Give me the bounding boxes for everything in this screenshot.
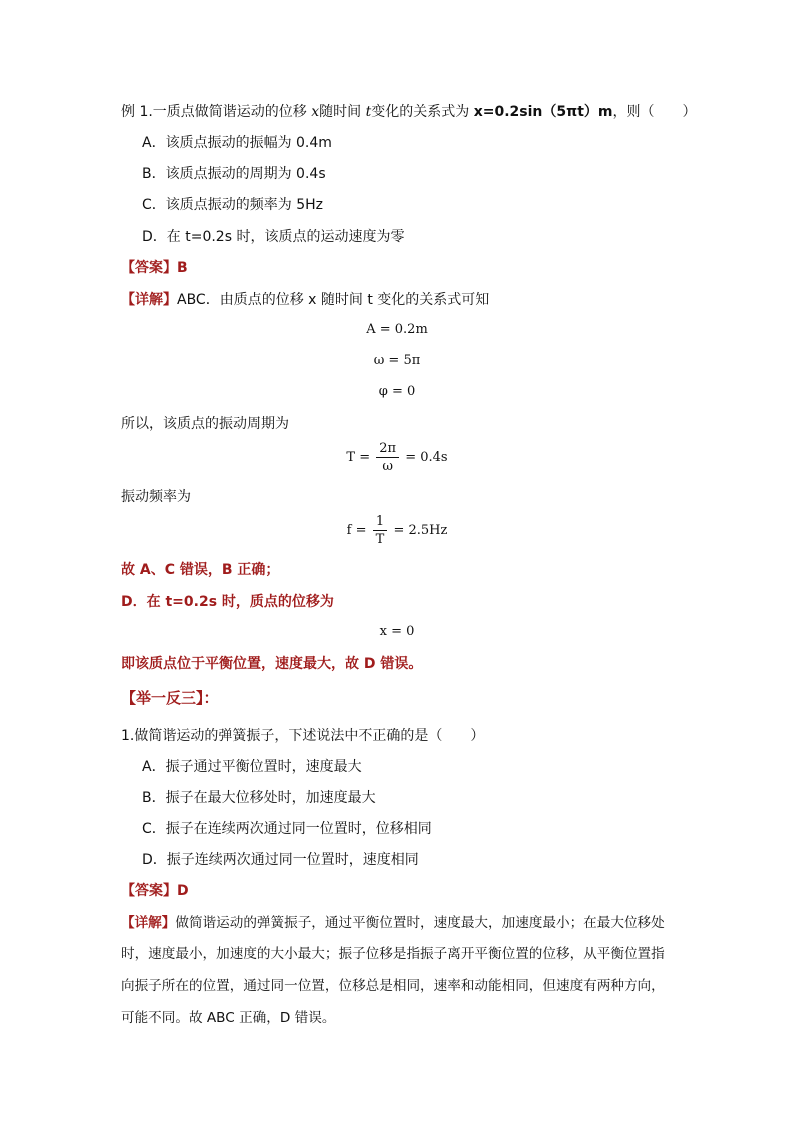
option-text: 该质点振动的周期为 0.4s <box>165 166 326 182</box>
question-mid1: 随时间 <box>319 104 366 120</box>
equation-frequency <box>0 514 794 547</box>
detail-label: 【详解】 <box>121 292 177 308</box>
eq-period-rhs: = 0.4s <box>405 450 448 465</box>
practice-question: 1.做简谐运动的弹簧振子，下述说法中不正确的是（ ） <box>121 728 485 744</box>
option-text: 振子通过平衡位置时，速度最大 <box>165 759 362 775</box>
practice-detail-line-4: 可能不同。故 ABC 正确，D 错误。 <box>121 1010 336 1026</box>
answer-value: B <box>177 260 188 276</box>
option-letter: C． <box>142 821 166 837</box>
option-text: 振子在最大位移处时，加速度最大 <box>165 790 376 806</box>
fraction-period <box>376 441 399 474</box>
question-prefix: 例 1.一质点做简谐运动的位移 <box>121 104 312 120</box>
frequency-text: 振动频率为 <box>121 489 191 505</box>
practice-detail-line-1 <box>121 914 665 932</box>
practice-option-a <box>142 758 362 776</box>
eq-period-lhs: T = <box>346 450 371 465</box>
answer-label: 【答案】 <box>121 883 177 899</box>
example-option-a <box>142 134 332 152</box>
practice-option-b <box>142 789 376 807</box>
conclusion-abc: 故 A、C 错误，B 正确； <box>121 562 280 578</box>
eq-frequency-rhs: = 2.5Hz <box>393 523 448 538</box>
option-letter: A． <box>142 759 166 775</box>
fraction-denominator: ω <box>382 459 393 474</box>
question-formula: x=0.2sin（5πt）m <box>473 104 613 120</box>
fraction-numerator: 1 <box>373 514 388 531</box>
option-text: 振子连续两次通过同一位置时，速度相同 <box>166 852 419 868</box>
example-question <box>121 103 696 121</box>
answer-value: D <box>177 883 189 899</box>
example-option-c <box>142 196 323 214</box>
practice-detail-line-3: 向振子所在的位置，通过同一位置，位移总是相同，速率和动能相同，但速度有两种方向， <box>121 978 665 994</box>
equation-displacement: x = 0 <box>379 624 415 639</box>
fraction-denominator: T <box>375 532 385 547</box>
fraction-numerator: 2π <box>376 441 399 458</box>
option-letter: B． <box>142 790 166 806</box>
equation-omega: ω = 5π <box>373 353 421 368</box>
option-letter: C． <box>142 197 166 213</box>
option-letter: A． <box>142 135 166 151</box>
option-letter: D． <box>142 229 167 245</box>
question-mid2: 变化的关系式为 <box>371 104 474 120</box>
period-text: 所以，该质点的振动周期为 <box>121 416 289 432</box>
option-letter: B． <box>142 166 166 182</box>
equation-phi: φ = 0 <box>378 384 416 399</box>
equation-period <box>0 441 794 474</box>
var-t: t <box>365 104 372 120</box>
equation-amplitude: A = 0.2m <box>366 322 428 337</box>
answer-label: 【答案】 <box>121 260 177 276</box>
option-text: 振子在连续两次通过同一位置时，位移相同 <box>165 821 432 837</box>
d-conclusion: 即该质点位于平衡位置，速度最大，故 D 错误。 <box>121 656 423 672</box>
option-text: 该质点振动的频率为 5Hz <box>165 197 324 213</box>
detail-text: 做简谐运动的弹簧振子，通过平衡位置时，速度最大，加速度最小；在最大位移处 <box>175 915 665 931</box>
example-option-d <box>142 228 404 246</box>
option-letter: D． <box>142 852 167 868</box>
section-title: 【举一反三】： <box>121 689 219 707</box>
practice-option-c <box>142 820 432 838</box>
question-suffix: ，则（ ） <box>612 104 697 120</box>
option-text: 该质点振动的振幅为 0.4m <box>165 135 332 151</box>
example-detail-intro <box>121 291 489 309</box>
example-answer <box>121 259 188 277</box>
eq-frequency-lhs: f = <box>346 523 367 538</box>
detail-intro-text: ABC．由质点的位移 x 随时间 t 变化的关系式可知 <box>177 292 490 308</box>
option-text: 在 t=0.2s 时，该质点的运动速度为零 <box>166 229 405 245</box>
d-explanation: D．在 t=0.2s 时，质点的位移为 <box>121 594 334 610</box>
practice-detail-line-2: 时，速度最小，加速度的大小最大；振子位移是指振子离开平衡位置的位移，从平衡位置指 <box>121 946 665 962</box>
example-option-b <box>142 165 326 183</box>
fraction-frequency <box>373 514 388 547</box>
detail-label: 【详解】 <box>121 915 176 931</box>
var-x: x <box>311 104 320 120</box>
practice-option-d <box>142 851 419 869</box>
practice-answer <box>121 882 189 900</box>
